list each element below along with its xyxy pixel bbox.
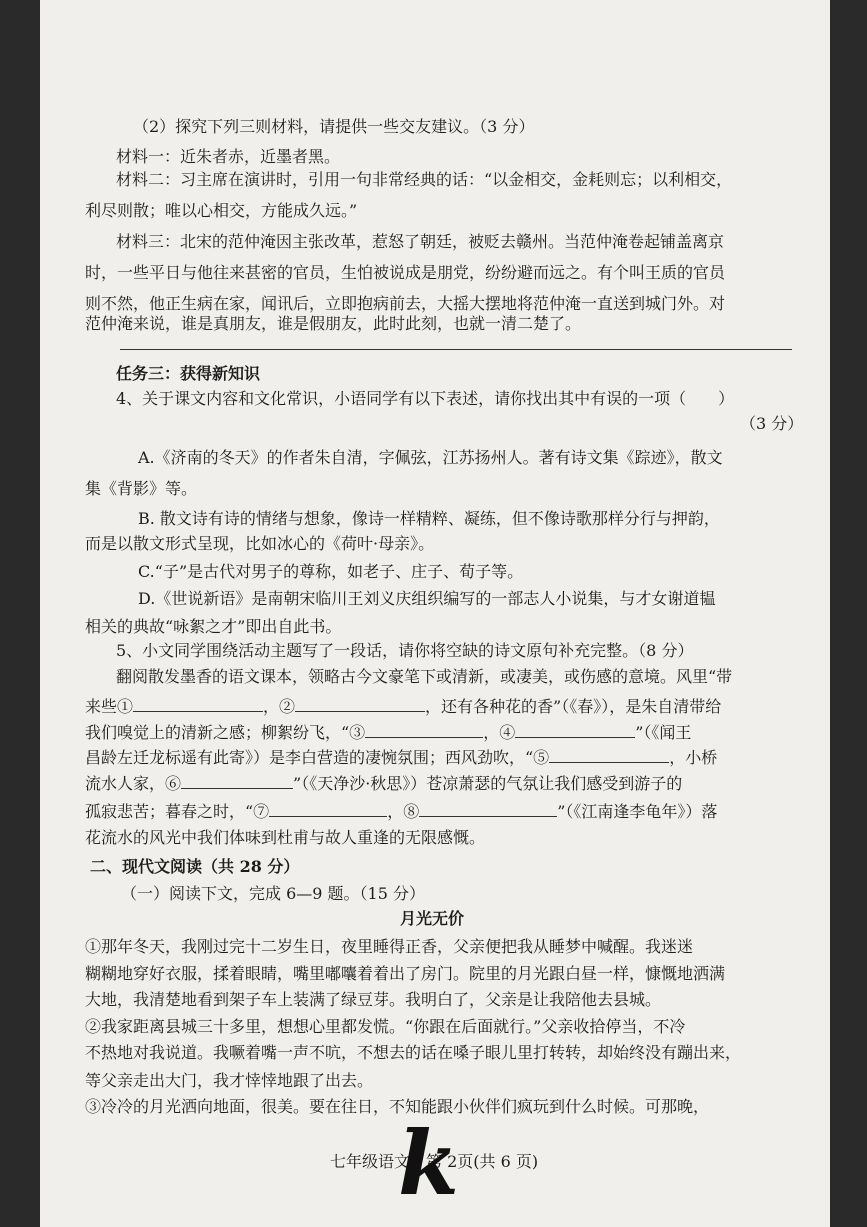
q4-score: （3 分） [740, 414, 804, 433]
para1-line3: 大地，我清楚地看到架子车上装满了绿豆芽。我明白了，父亲是让我陪他去县城。 [85, 990, 662, 1009]
blank-7[interactable] [269, 800, 387, 817]
para2-line1: ②我家距离县城三十多里，想想心里都发慌。“你跟在后面就行。”父亲收拾停当，不冷 [85, 1017, 686, 1036]
article-title: 月光无价 [400, 909, 465, 928]
blank-3[interactable] [365, 721, 483, 738]
q4-option-b-line2: 而是以散文形式呈现，比如冰心的《荷叶·母亲》。 [85, 534, 435, 553]
para3-line1: ③冷冷的月光洒向地面，很美。要在往日，不知能跟小伙伴们疯玩到什么时候。可那晚， [85, 1097, 710, 1116]
q5-passage-line3: 我们嗅觉上的清新之感；柳絮纷飞，“③ ，④ ”（《闻王 [85, 723, 692, 742]
q5-passage-line1: 翻阅散发墨香的语文课本，领略古今文豪笔下或清新，或凄美，或伤感的意境。风里“带 [116, 667, 733, 686]
q2-prompt: （2）探究下列三则材料，请提供一些交友建议。（3 分） [133, 117, 535, 136]
q4-option-b-line1: B. 散文诗有诗的情绪与想象，像诗一样精粹、凝练，但不像诗歌那样分行与押韵， [138, 509, 720, 528]
q4-option-a-line1: A.《济南的冬天》的作者朱自清，字佩弦，江苏扬州人。著有诗文集《踪迹》，散文 [138, 448, 723, 467]
blank-1[interactable] [133, 695, 263, 712]
blank-2[interactable] [295, 695, 425, 712]
q5-prompt: 5、小文同学围绕活动主题写了一段话，请你将空缺的诗文原句补充完整。（8 分） [116, 641, 694, 660]
material-1: 材料一：近朱者赤，近墨者黑。 [116, 147, 341, 166]
q5-passage-line4: 昌龄左迁龙标遥有此寄》）是李白营造的凄惋氛围；西风劲吹，“⑤ ，小桥 [85, 748, 718, 767]
watermark-k-logo: k [398, 1111, 459, 1215]
page-footer: 七年级语文 第 2页(共 6 页) [330, 1152, 539, 1171]
q4-option-a-line2: 集《背影》等。 [85, 479, 198, 498]
para2-line3: 等父亲走出大门，我才悻悻地跟了出去。 [85, 1071, 374, 1090]
q4-option-d-line1: D.《世说新语》是南朝宋临川王刘义庆组织编写的一部志人小说集，与才女谢道韫 [138, 589, 716, 608]
blank-5[interactable] [549, 746, 669, 763]
q5-passage-line7: 花流水的风光中我们体味到杜甫与故人重逢的无限感慨。 [85, 828, 486, 847]
q4-prompt: 4、关于课文内容和文化常识，小语同学有以下表述，请你找出其中有误的一项（ ） [116, 389, 735, 408]
para1-line1: ①那年冬天，我刚过完十二岁生日，夜里睡得正香，父亲便把我从睡梦中喊醒。我迷迷 [85, 937, 694, 956]
q5-passage-line2: 来些① ，② ，还有各种花的香”（《春》），是朱自清带给 [85, 697, 722, 716]
q5-passage-line6: 孤寂悲苦；暮春之时，“⑦ ，⑧ ”（《江南逢李龟年》）落 [85, 802, 718, 821]
q4-option-d-line2: 相关的典故“咏絮之才”即出自此书。 [85, 617, 342, 636]
q5-passage-line5: 流水人家，⑥ ”（《天净沙·秋思》）苍凉萧瑟的气氛让我们感受到游子的 [85, 774, 683, 793]
blank-8[interactable] [419, 800, 557, 817]
section2-heading: 二、现代文阅读（共 28 分） [90, 857, 300, 876]
section-divider [120, 349, 792, 350]
material-3-line1: 材料三：北宋的范仲淹因主张改革，惹怒了朝廷，被贬去赣州。当范仲淹卷起铺盖离京 [116, 232, 725, 251]
task3-heading: 任务三：获得新知识 [116, 364, 261, 383]
para1-line2: 糊糊地穿好衣服，揉着眼睛，嘴里嘟囔着着出了房门。院里的月光跟白昼一样，慷慨地洒满 [85, 964, 726, 983]
material-2-line2: 利尽则散；唯以心相交，方能成久远。” [85, 201, 358, 220]
material-3-line4: 范仲淹来说，谁是真朋友，谁是假朋友，此时此刻，也就一清二楚了。 [85, 314, 582, 333]
material-3-line3: 则不然，他正生病在家，闻讯后，立即抱病前去，大摇大摆地将范仲淹一直送到城门外。对 [85, 294, 726, 313]
material-2-line1: 材料二：习主席在演讲时，引用一句非常经典的话：“以金相交，金耗则忘；以利相交， [116, 170, 733, 189]
material-3-line2: 时，一些平日与他往来甚密的官员，生怕被说成是朋党，纷纷避而远之。有个叫王质的官员 [85, 263, 726, 282]
section2-sub: （一）阅读下文，完成 6—9 题。（15 分） [121, 884, 425, 903]
para2-line2: 不热地对我说道。我噘着嘴一声不吭，不想去的话在嗓子眼儿里打转转，却始终没有蹦出来， [85, 1043, 742, 1062]
q4-option-c: C.“子”是古代对男子的尊称，如老子、庄子、荀子等。 [138, 562, 524, 581]
blank-6[interactable] [181, 772, 293, 789]
blank-4[interactable] [515, 721, 635, 738]
